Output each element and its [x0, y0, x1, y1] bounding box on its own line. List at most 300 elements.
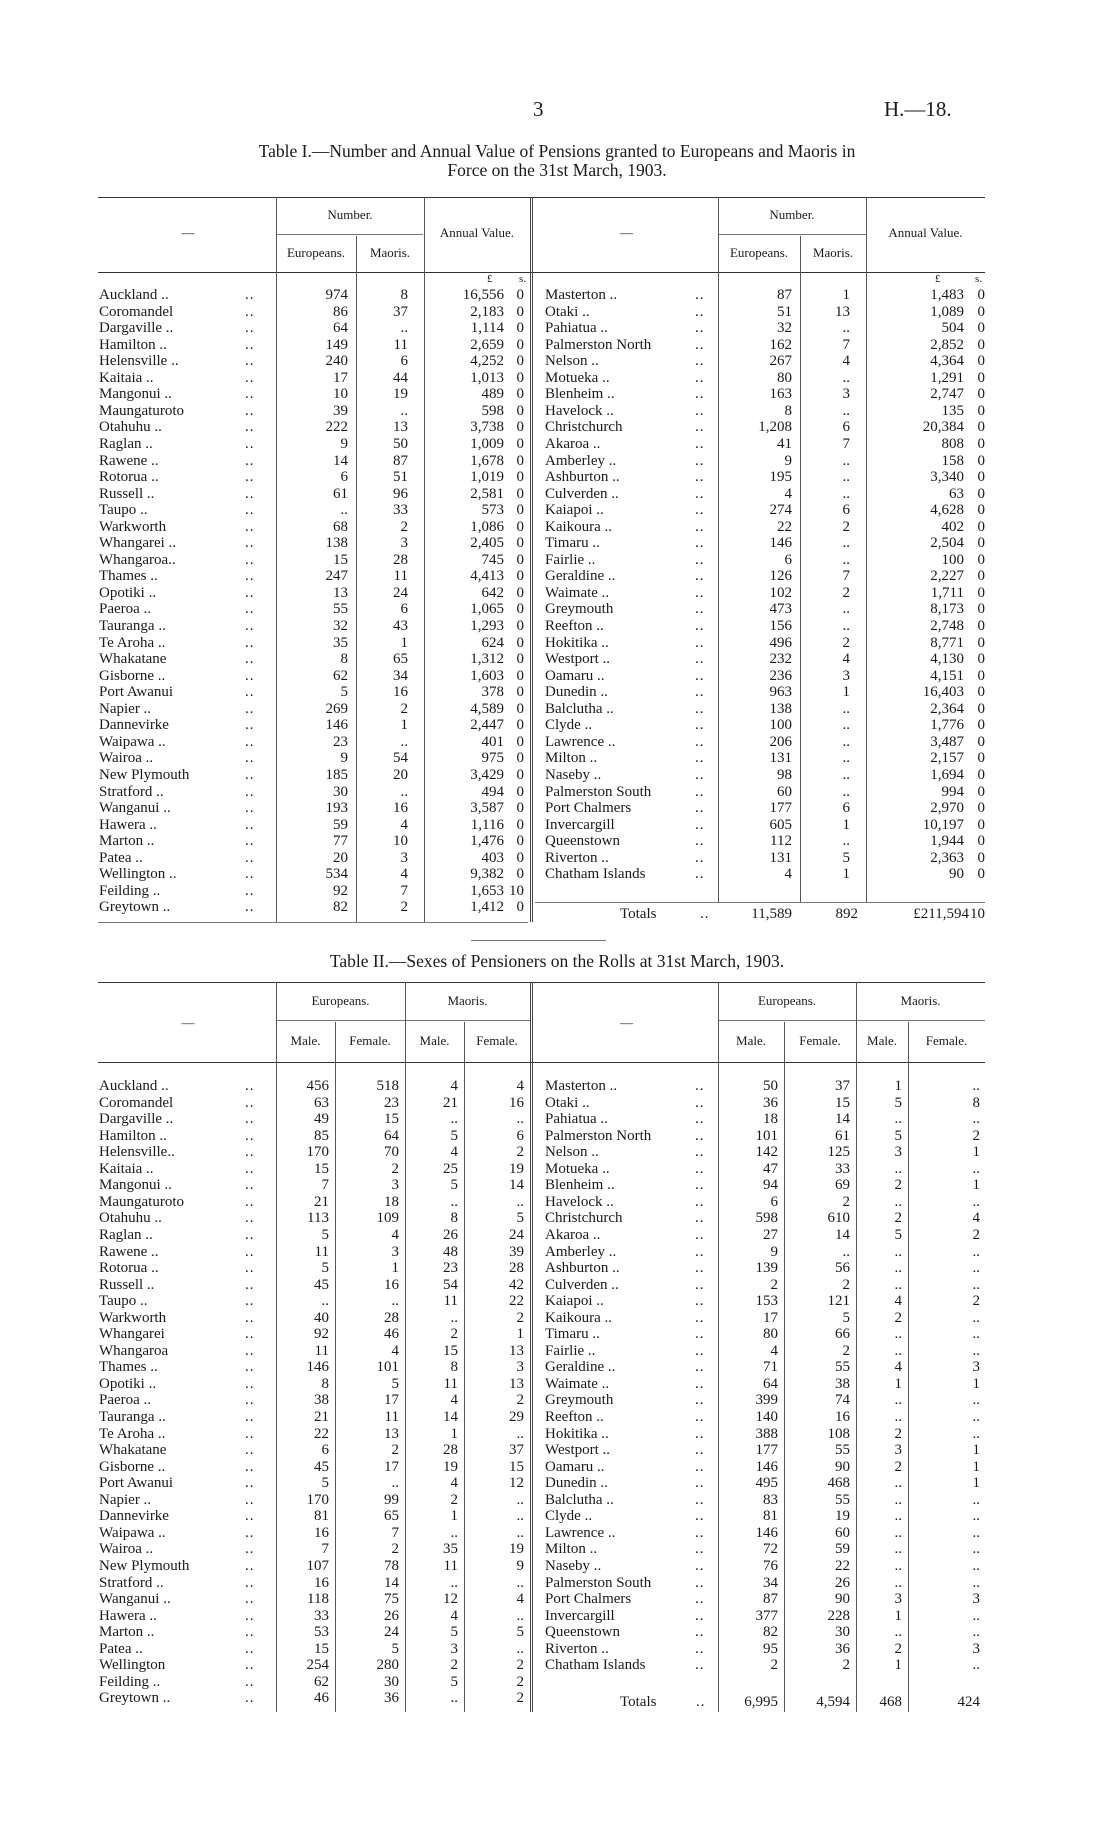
european-male-count: 254 — [306, 1657, 329, 1674]
table-row: Gisborne .. .. 62 34 1,603 0 — [99, 667, 524, 684]
table-row: Stratford .. .. 16 14 .. .. — [99, 1574, 524, 1591]
maori-female-count: 3 — [972, 1640, 980, 1657]
annual-value-shillings: 0 — [977, 783, 985, 800]
table-row: Greymouth .. 473 .. 8,173 0 — [545, 601, 985, 618]
european-female-count: 59 — [835, 1541, 850, 1558]
maori-female-count: .. — [516, 1508, 524, 1525]
european-male-count: 170 — [306, 1491, 329, 1508]
table2: — Europeans. Maoris. Male. Female. Male. Female. — Europeans. Maoris. Male. Female. Male. Female. Auckland .. .. 456 518 4 4 Coromandel .. 63 23 21 16 Dargaville .. .. 49 15 .. .. Hamilton .. .. 85 64 5 6 Helensville.. .. 170 70 4 2 Kaitaia .. .. 15 2 25 19 Mangonui .. .. 7 3 5 14 Maungaturoto .. 21 18 .. .. Otahuhu .. .. 113 109 8 5 Raglan .. .. 5 4 26 24 Rawene .. .. 11 3 48 39 Rotorua .. .. 5 1 23 28 Russell .. .. 45 16 54 42 Taupo .. .. .. .. 11 22 Warkworth .. 40 28 .. 2 Whangarei .. 92 46 2 1 Whangaroa .. 11 4 15 13 Thames .. .. 146 101 8 3 Opotiki .. .. 8 5 11 13 Paeroa .. .. 38 17 4 2 Tauranga .. .. 21 11 14 29 Te Aroha .. .. 22 13 1 .. Whakatane .. 6 2 28 37 Gisborne .. .. 45 17 19 15 Port Awanui .. 5 .. 4 12 Napier .. .. 170 99 2 .. Dannevirke .. 81 65 1 .. Waipawa .. .. 16 7 .. .. Wairoa .. .. 7 2 35 19 New Plymouth .. 107 78 11 9 Stratford .. .. 16 14 .. .. Wanganui .. .. 118 75 12 4 Hawera .. .. 33 26 4 .. Marton .. .. 53 24 5 5 Patea .. .. 15 5 3 .. Wellington .. 254 280 2 2 Feilding .. .. 62 30 5 2 Greytown .. .. 46 36 .. 2 Masterton .. .. 50 37 1 .. Otaki .. .. 36 15 5 8 Pahiatua .. .. 18 14 .. .. Palmerston North .. 101 61 5 2 Nelson .. .. 142 125 3 1 Motueka .. .. 47 33 .. .. Blenheim .. .. 94 69 2 1 Havelock .. .. 6 2 .. .. Christchurch .. 598 610 2 4 Akaroa .. .. 27 14 5 2 Amberley .. .. 9 .. .. .. Ashburton .. .. 139 56 .. .. Culverden .. .. 2 2 .. .. Kaiapoi .. .. 153 121 4 2 Kaikoura .. .. 17 5 2 .. Timaru .. .. 80 66 .. .. Fairlie .. .. 4 2 .. .. Geraldine .. .. 71 55 4 3 Waimate .. .. 64 38 1 1 Greymouth .. 399 74 .. .. Reefton .. .. 140 16 .. .. Hokitika .. .. 388 108 2 .. Westport .. .. 177 55 3 1 Oamaru .. .. 146 90 2 1 Dunedin .. .. 495 468 .. 1 Balclutha .. .. 83 55 .. .. Clyde .. .. 81 19 .. .. Lawrence .. .. 146 60 .. .. Milton .. .. 72 59 .. .. Naseby .. .. 76 22 .. .. Palmerston South .. 34 26 .. .. Port Chalmers .. 87 90 3 3 Invercargill .. 377 228 1 .. Queenstown .. 82 30 .. .. Riverton .. .. 95 36 2 3 Chatham Islands .. 2 2 1 .. Totals .. 6,995 4,594 468 424 — [0, 0, 1114, 1825]
district-name: Akaroa .. — [545, 1226, 601, 1243]
europeans-count: 222 — [325, 419, 348, 436]
annual-value-pounds: 3,587 — [470, 800, 504, 817]
europeans-count: 62 — [333, 667, 348, 684]
table-row: Dannevirke .. 146 1 2,447 0 — [99, 717, 524, 734]
european-female-count: 15 — [384, 1111, 399, 1128]
european-male-count: 34 — [763, 1574, 778, 1591]
maoris-count: 3 — [842, 667, 850, 684]
europeans-count: .. — [340, 502, 348, 519]
european-male-count: 140 — [755, 1409, 778, 1425]
maori-female-count: 1 — [972, 1475, 980, 1492]
annual-value-pounds: 1,776 — [930, 717, 964, 734]
european-male-count: 2 — [770, 1276, 778, 1293]
european-male-count: 64 — [763, 1375, 778, 1392]
annual-value-shillings: 0 — [516, 353, 524, 370]
district-name: Paeroa .. — [99, 601, 152, 618]
table-row: Taupo .. .. .. .. 11 22 — [99, 1293, 524, 1310]
table-row: Nelson .. .. 142 125 3 1 — [545, 1144, 980, 1161]
table-row: Kaiapoi .. .. 153 121 4 2 — [545, 1293, 980, 1310]
european-female-count: 125 — [827, 1144, 850, 1161]
maoris-count: 6 — [842, 502, 850, 519]
maori-male-count: .. — [894, 1160, 902, 1177]
annual-value-pounds: 2,364 — [930, 700, 964, 717]
annual-value-pounds: 20,384 — [922, 419, 964, 436]
maori-female-count: 4 — [516, 1591, 524, 1608]
annual-value-shillings: 0 — [977, 502, 985, 519]
district-name: Warkworth — [99, 518, 167, 535]
district-name: Feilding .. — [99, 882, 161, 899]
europeans-count: 55 — [333, 601, 348, 618]
annual-value-pounds: 2,748 — [930, 618, 964, 634]
table-row: Wellington .. .. 534 4 9,382 0 — [99, 866, 524, 883]
europeans-count: 4 — [784, 485, 792, 502]
table-row: Kaiapoi .. .. 274 6 4,628 0 — [545, 502, 985, 519]
maori-male-count: 48 — [443, 1243, 458, 1260]
table-row: Timaru .. .. 146 .. 2,504 0 — [545, 535, 985, 552]
maori-male-count: 3 — [894, 1442, 902, 1459]
maoris-count: .. — [842, 717, 850, 734]
european-male-count: 6 — [321, 1442, 329, 1459]
maori-male-count: 2 — [894, 1425, 902, 1442]
annual-value-shillings: 0 — [516, 899, 524, 916]
district-name: Opotiki .. — [99, 584, 157, 601]
district-name: Auckland .. — [99, 1078, 169, 1094]
table-row: Greymouth .. 399 74 .. .. — [545, 1392, 980, 1409]
district-name: Amberley .. — [545, 1243, 617, 1260]
table-row: Timaru .. .. 80 66 .. .. — [545, 1326, 980, 1343]
district-name: Hokitika .. — [545, 634, 609, 651]
district-name: Taupo .. — [99, 1293, 148, 1310]
table2-right-stub-header: — — [620, 1015, 633, 1030]
table-row: Pahiatua .. .. 18 14 .. .. — [545, 1111, 980, 1128]
european-female-count: 37 — [835, 1078, 850, 1094]
annual-value-shillings: 0 — [977, 651, 985, 668]
table1-right-maoris-header: Maoris. — [812, 245, 854, 260]
european-female-count: 28 — [384, 1309, 399, 1326]
european-male-count: 49 — [314, 1111, 329, 1128]
maori-male-count: 2 — [450, 1491, 458, 1508]
district-name: Dargaville .. — [99, 320, 174, 337]
europeans-count: 32 — [333, 618, 348, 634]
maori-male-count: 5 — [894, 1127, 902, 1144]
annual-value-shillings: 0 — [977, 336, 985, 353]
district-name: Russell .. — [99, 485, 155, 502]
maori-male-count: 5 — [894, 1094, 902, 1111]
annual-value-shillings: 0 — [516, 849, 524, 866]
maoris-count: 16 — [393, 684, 408, 701]
europeans-count: 35 — [333, 634, 348, 651]
european-female-count: 36 — [384, 1690, 399, 1707]
table1-right-number-header: Number. — [769, 207, 815, 222]
district-name: Whakatane — [99, 1442, 167, 1459]
european-male-count: 62 — [314, 1673, 329, 1690]
europeans-count: 68 — [333, 518, 348, 535]
maori-male-count: .. — [894, 1557, 902, 1574]
annual-value-pounds: 9,382 — [470, 866, 504, 883]
table-row: Napier .. .. 269 2 4,589 0 — [99, 700, 524, 717]
european-male-count: 598 — [755, 1210, 778, 1227]
district-name: Havelock .. — [545, 1193, 614, 1210]
maori-female-count: .. — [516, 1111, 524, 1128]
table-row: Hokitika .. .. 496 2 8,771 0 — [545, 634, 985, 651]
district-name: Greymouth — [545, 1392, 614, 1409]
maori-male-count: .. — [894, 1243, 902, 1260]
maoris-count: 6 — [400, 353, 408, 370]
european-female-count: 69 — [835, 1177, 850, 1194]
annual-value-shillings: 0 — [977, 469, 985, 486]
table-row: Akaroa .. .. 27 14 5 2 — [545, 1226, 980, 1243]
maori-male-count: 11 — [443, 1293, 458, 1310]
annual-value-pounds: 808 — [941, 435, 964, 452]
table2-left-ma-female-header: Female. — [476, 1033, 518, 1048]
european-male-count: .. — [321, 1293, 329, 1310]
maori-female-count: 9 — [516, 1557, 524, 1574]
annual-value-shillings: 0 — [977, 866, 985, 883]
european-female-count: 3 — [391, 1177, 399, 1194]
maoris-count: 65 — [393, 651, 408, 668]
europeans-count: 193 — [325, 800, 348, 817]
district-name: Christchurch — [545, 1210, 623, 1227]
annual-value-shillings: 0 — [977, 386, 985, 403]
annual-value-pounds: 1,483 — [930, 287, 964, 303]
annual-value-shillings: 0 — [977, 766, 985, 783]
table-row: Invercargill .. 377 228 1 .. — [545, 1607, 980, 1624]
table-row: Kaikoura .. .. 22 2 402 0 — [545, 518, 985, 535]
annual-value-shillings: 0 — [977, 634, 985, 651]
europeans-count: 60 — [777, 783, 792, 800]
annual-value-shillings: 0 — [516, 320, 524, 337]
annual-value-shillings: 0 — [977, 800, 985, 817]
maori-male-count: 1 — [450, 1508, 458, 1525]
maori-male-count: 3 — [894, 1144, 902, 1161]
european-female-count: 2 — [842, 1342, 850, 1359]
annual-value-pounds: 2,659 — [470, 336, 504, 353]
table-row: Raglan .. .. 5 4 26 24 — [99, 1226, 524, 1243]
europeans-count: 23 — [333, 733, 348, 750]
maori-male-count: 4 — [894, 1359, 902, 1376]
european-male-count: 5 — [321, 1475, 329, 1492]
maori-male-count: 54 — [443, 1276, 458, 1293]
maoris-count: .. — [842, 750, 850, 767]
annual-value-pounds: 1,678 — [470, 452, 504, 469]
european-female-count: 109 — [376, 1210, 399, 1227]
europeans-count: 274 — [769, 502, 792, 519]
european-male-count: 80 — [763, 1326, 778, 1343]
maori-female-count: 29 — [509, 1409, 524, 1425]
maori-male-count: 4 — [450, 1078, 458, 1094]
annual-value-pounds: 100 — [941, 551, 964, 568]
maori-female-count: 4 — [972, 1210, 980, 1227]
district-name: Palmerston North — [545, 1127, 652, 1144]
europeans-count: 9 — [784, 452, 792, 469]
european-female-count: 90 — [835, 1591, 850, 1608]
annual-value-pounds: 1,009 — [470, 435, 504, 452]
maori-male-count: .. — [450, 1690, 458, 1707]
european-female-count: 13 — [384, 1425, 399, 1442]
annual-value-pounds: 158 — [941, 452, 964, 469]
maori-male-count: 1 — [894, 1078, 902, 1094]
european-male-count: 16 — [314, 1524, 329, 1541]
maori-female-count: .. — [972, 1624, 980, 1641]
europeans-count: 162 — [769, 336, 792, 353]
district-name: Gisborne .. — [99, 1458, 166, 1475]
maori-male-count: .. — [450, 1111, 458, 1128]
europeans-count: 9 — [340, 435, 348, 452]
maoris-count: .. — [400, 320, 408, 337]
annual-value-pounds: 4,589 — [470, 700, 504, 717]
district-name: Wanganui .. — [99, 800, 171, 817]
european-male-count: 22 — [314, 1425, 329, 1442]
annual-value-shillings: 0 — [977, 700, 985, 717]
maori-female-count: 14 — [509, 1177, 524, 1194]
district-name: Oamaru .. — [545, 1458, 605, 1475]
district-name: Clyde .. — [545, 1508, 593, 1525]
maori-female-count: .. — [516, 1491, 524, 1508]
annual-value-pounds: 1,603 — [470, 667, 504, 684]
district-name: Whangaroa.. — [99, 551, 176, 568]
table2-totals-eu-male: 6,995 — [744, 1694, 778, 1710]
european-male-count: 76 — [763, 1557, 778, 1574]
annual-value-shillings: 0 — [977, 551, 985, 568]
annual-value-pounds: 401 — [481, 733, 504, 750]
european-male-count: 18 — [763, 1111, 778, 1128]
european-female-count: 4 — [391, 1342, 399, 1359]
maoris-count: 37 — [393, 303, 408, 320]
table-row: Palmerston North .. 101 61 5 2 — [545, 1127, 980, 1144]
annual-value-shillings: 0 — [516, 816, 524, 833]
annual-value-shillings: 0 — [977, 833, 985, 850]
district-name: Nelson .. — [545, 1144, 599, 1161]
european-female-count: 280 — [376, 1657, 399, 1674]
europeans-count: 39 — [333, 402, 348, 419]
annual-value-shillings: 0 — [977, 733, 985, 750]
table-row: Russell .. .. 61 96 2,581 0 — [99, 485, 524, 502]
district-name: New Plymouth — [99, 766, 190, 783]
annual-value-pounds: 90 — [949, 866, 964, 883]
maori-female-count: 2 — [516, 1144, 524, 1161]
europeans-count: 98 — [777, 766, 792, 783]
table1-totals-maoris: 892 — [835, 906, 858, 922]
table-row: Kaikoura .. .. 17 5 2 .. — [545, 1309, 980, 1326]
table-row: Wanganui .. .. 193 16 3,587 0 — [99, 800, 524, 817]
maori-male-count: 2 — [894, 1210, 902, 1227]
table-row: Hamilton .. .. 85 64 5 6 — [99, 1127, 524, 1144]
maori-female-count: .. — [972, 1524, 980, 1541]
maori-female-count: 3 — [972, 1359, 980, 1376]
table-row: Palmerston South .. 34 26 .. .. — [545, 1574, 980, 1591]
maori-female-count: 13 — [509, 1342, 524, 1359]
table-row: Amberley .. .. 9 .. 158 0 — [545, 452, 985, 469]
annual-value-shillings: 0 — [516, 700, 524, 717]
europeans-count: 80 — [777, 369, 792, 386]
table-row: Queenstown .. 112 .. 1,944 0 — [545, 833, 985, 850]
annual-value-shillings: 0 — [516, 833, 524, 850]
table-row: Havelock .. .. 8 .. 135 0 — [545, 402, 985, 419]
table-row: Naseby .. .. 76 22 .. .. — [545, 1557, 980, 1574]
europeans-count: 100 — [769, 717, 792, 734]
table2-left-eu-male-header: Male. — [290, 1033, 321, 1048]
district-name: Motueka .. — [545, 1160, 610, 1177]
table2-left-stub-header: — — [181, 1015, 195, 1030]
district-name: Kaiapoi .. — [545, 502, 604, 519]
european-male-count: 45 — [314, 1276, 329, 1293]
annual-value-pounds: 3,487 — [930, 733, 964, 750]
european-male-count: 53 — [314, 1624, 329, 1641]
district-name: Hamilton .. — [99, 336, 167, 353]
annual-value-pounds: 598 — [481, 402, 504, 419]
european-female-count: 66 — [835, 1326, 850, 1343]
table2-right-eu-male-header: Male. — [736, 1033, 766, 1048]
maori-female-count: 42 — [509, 1276, 524, 1293]
maori-male-count: .. — [894, 1524, 902, 1541]
european-female-count: 90 — [835, 1458, 850, 1475]
maoris-count: 1 — [400, 634, 408, 651]
european-female-count: 55 — [835, 1491, 850, 1508]
europeans-count: 59 — [333, 816, 348, 833]
annual-value-shillings: 0 — [516, 419, 524, 436]
table-row: New Plymouth .. 107 78 11 9 — [99, 1557, 524, 1574]
europeans-count: 6 — [784, 551, 792, 568]
annual-value-pounds: 1,089 — [930, 303, 964, 320]
table-row: Mangonui .. .. 7 3 5 14 — [99, 1177, 524, 1194]
annual-value-shillings: 0 — [516, 800, 524, 817]
european-female-count: 78 — [384, 1557, 399, 1574]
europeans-count: 4 — [784, 866, 792, 883]
annual-value-shillings: 0 — [516, 287, 524, 303]
annual-value-shillings: 0 — [977, 485, 985, 502]
district-name: Lawrence .. — [545, 1524, 616, 1541]
maori-female-count: .. — [972, 1160, 980, 1177]
table-row: Waipawa .. .. 16 7 .. .. — [99, 1524, 524, 1541]
district-name: Culverden .. — [545, 1276, 619, 1293]
annual-value-pounds: 1,116 — [470, 816, 504, 833]
european-female-count: 17 — [384, 1392, 399, 1409]
table-row: Wairoa .. .. 7 2 35 19 — [99, 1541, 524, 1558]
district-name: Hamilton .. — [99, 1127, 167, 1144]
maori-male-count: .. — [894, 1392, 902, 1409]
european-male-count: 63 — [314, 1094, 329, 1111]
table-row: Blenheim .. .. 94 69 2 1 — [545, 1177, 980, 1194]
european-female-count: 14 — [384, 1574, 399, 1591]
annual-value-shillings: 0 — [516, 469, 524, 486]
maori-male-count: .. — [450, 1524, 458, 1541]
european-female-count: 4 — [391, 1226, 399, 1243]
european-male-count: 82 — [763, 1624, 778, 1641]
maori-female-count: 39 — [509, 1243, 524, 1260]
district-name: Riverton .. — [545, 849, 609, 866]
district-name: Helensville .. — [99, 353, 179, 370]
european-male-count: 177 — [755, 1442, 778, 1459]
table-row: Greytown .. .. 82 2 1,412 0 — [99, 899, 524, 916]
district-name: Te Aroha .. — [99, 1425, 166, 1442]
european-female-count: 5 — [842, 1309, 850, 1326]
european-male-count: 7 — [321, 1541, 329, 1558]
district-name: Taupo .. — [99, 502, 148, 519]
european-female-count: 61 — [835, 1127, 850, 1144]
european-female-count: 55 — [835, 1442, 850, 1459]
european-female-count: 74 — [835, 1392, 850, 1409]
table1-left-number-header: Number. — [327, 207, 373, 222]
table-row: Queenstown .. 82 30 .. .. — [545, 1624, 980, 1641]
maori-female-count: 2 — [516, 1392, 524, 1409]
europeans-count: 64 — [333, 320, 348, 337]
district-name: Wellington — [99, 1657, 166, 1674]
table-row: Otaki .. .. 51 13 1,089 0 — [545, 303, 985, 320]
european-male-count: 94 — [763, 1177, 778, 1194]
europeans-count: 195 — [769, 469, 792, 486]
district-name: Greytown .. — [99, 899, 171, 916]
european-female-count: 17 — [384, 1458, 399, 1475]
annual-value-shillings: 0 — [516, 866, 524, 883]
table-row: Dargaville .. .. 64 .. 1,114 0 — [99, 320, 524, 337]
european-female-count: 30 — [384, 1673, 399, 1690]
district-name: Geraldine .. — [545, 1359, 616, 1376]
maori-female-count: 2 — [972, 1127, 980, 1144]
district-name: Riverton .. — [545, 1640, 609, 1657]
maoris-count: 87 — [393, 452, 408, 469]
table-row: Marton .. .. 53 24 5 5 — [99, 1624, 524, 1641]
table-row: Coromandel .. 86 37 2,183 0 — [99, 303, 524, 320]
annual-value-pounds: 1,694 — [930, 766, 964, 783]
maoris-count: 2 — [842, 518, 850, 535]
table-row: Whangarei .. 92 46 2 1 — [99, 1326, 524, 1343]
maori-male-count: .. — [894, 1409, 902, 1425]
annual-value-shillings: 0 — [516, 402, 524, 419]
european-male-count: 118 — [307, 1591, 329, 1608]
europeans-count: 8 — [340, 651, 348, 668]
maoris-count: .. — [842, 452, 850, 469]
district-name: Pahiatua .. — [545, 1111, 608, 1128]
table-row: Hawera .. .. 59 4 1,116 0 — [99, 816, 524, 833]
district-name: Patea .. — [99, 849, 143, 866]
maori-male-count: 23 — [443, 1260, 458, 1277]
european-female-count: 60 — [835, 1524, 850, 1541]
annual-value-shillings: 0 — [516, 684, 524, 701]
european-male-count: 146 — [755, 1458, 778, 1475]
table-row: Taupo .. .. .. 33 573 0 — [99, 502, 524, 519]
annual-value-pounds: 4,151 — [930, 667, 964, 684]
annual-value-shillings: 0 — [516, 452, 524, 469]
maori-female-count: 19 — [509, 1541, 524, 1558]
maori-female-count: .. — [972, 1425, 980, 1442]
table-row: Feilding .. .. 62 30 5 2 — [99, 1673, 524, 1690]
table-row: Kaitaia .. .. 17 44 1,013 0 — [99, 369, 524, 386]
annual-value-shillings: 0 — [516, 733, 524, 750]
table2-totals-ma-male: 468 — [879, 1694, 902, 1710]
european-male-count: 5 — [321, 1226, 329, 1243]
district-name: Port Awanui — [99, 684, 174, 701]
table-row: Waipawa .. .. 23 .. 401 0 — [99, 733, 524, 750]
table-row: Raglan .. .. 9 50 1,009 0 — [99, 435, 524, 452]
district-name: Hokitika .. — [545, 1425, 609, 1442]
annual-value-pounds: 975 — [481, 750, 504, 767]
europeans-count: 20 — [333, 849, 348, 866]
table-row: Warkworth .. 68 2 1,086 0 — [99, 518, 524, 535]
table-row: Culverden .. .. 4 .. 63 0 — [545, 485, 985, 502]
maoris-count: 96 — [393, 485, 408, 502]
european-female-count: .. — [391, 1475, 399, 1492]
european-female-count: 2 — [842, 1193, 850, 1210]
